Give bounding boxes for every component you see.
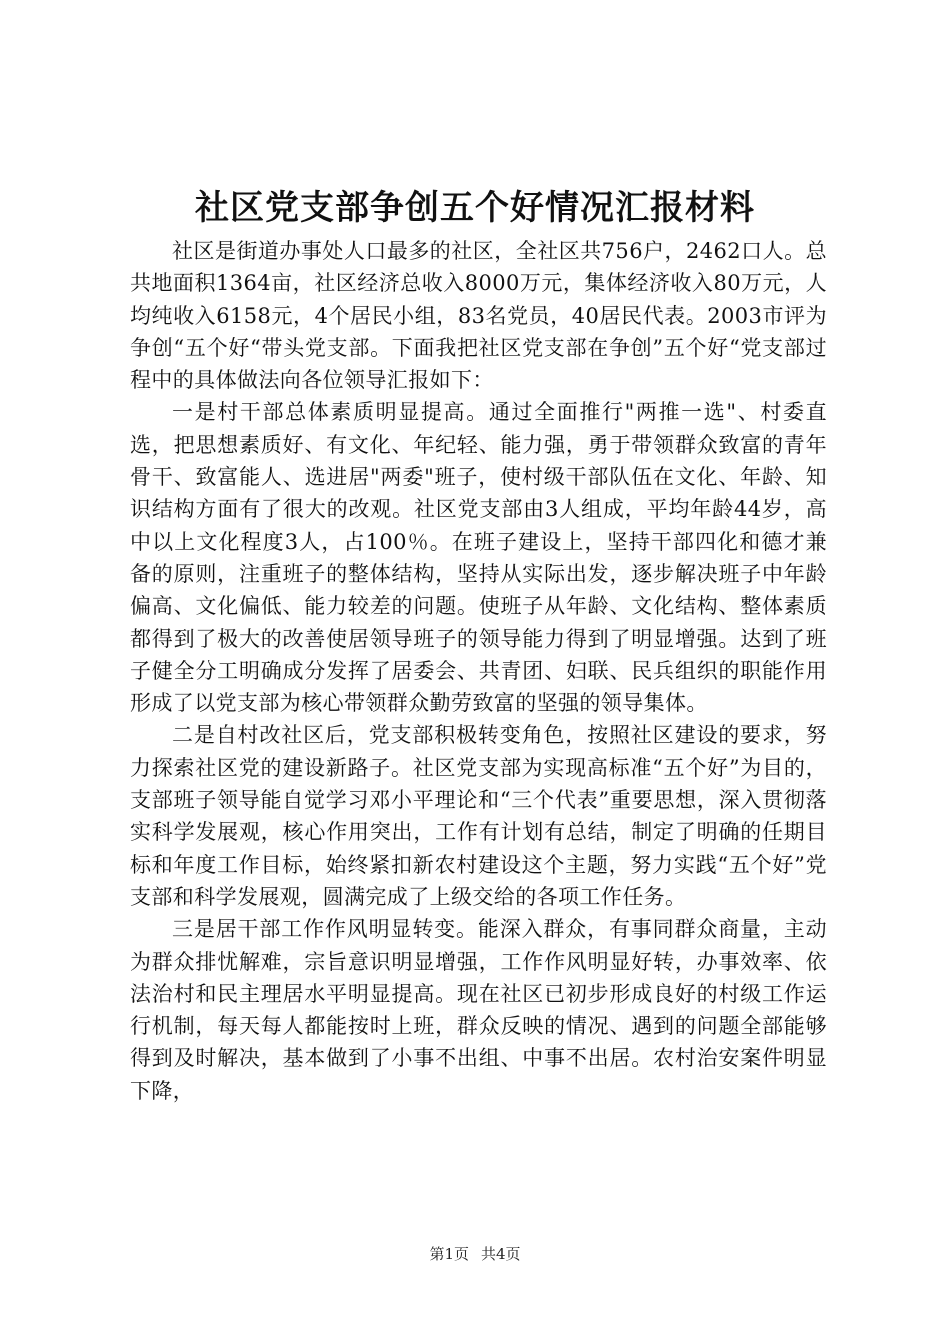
document-body (130, 235, 827, 1107)
body-paragraph-2: 一是村干部总体素质明显提高。通过全面推行"两推一选"、村委直选，把思想素质好、有文化、年纪轻、能力强，勇于带领群众致富的青年骨干、致富能人、选进居"两委"班子，使村级干部队伍在文化、年龄、知识结构方面有了很大的改观。社区党支部由3人组成，平均年龄44岁，高中以上文化程度3人，占100％。在班子建设上，坚持干部四化和德才兼备的原则，注重班子的整体结构，坚持从实际出发，逐步解决班子中年龄偏高、文化偏低、能力较差的问题。使班子从年龄、文化结构、整体素质都得到了极大的改善使居领导班子的领导能力得到了明显增强。达到了班子健全分工明确成分发挥了居委会、共青团、妇联、民兵组织的职能作用形成了以党支部为核心带领群众勤劳致富的坚强的领导集体。 (130, 400, 827, 716)
body-paragraph-4: 三是居干部工作作风明显转变。能深入群众，有事同群众商量，主动为群众排忧解难，宗旨意识明显增强，工作作风明显好转，办事效率、依法治村和民主理居水平明显提高。现在社区已初步形成良好的村级工作运行机制，每天每人都能按时上班，群众反映的情况、遇到的问题全部能够得到及时解决，基本做到了小事不出组、中事不出居。农村治安案件明显下降， (130, 917, 827, 1103)
body-paragraph-1: 社区是街道办事处人口最多的社区，全社区共756户，2462口人。总共地面积1364亩，社区经济总收入8000万元，集体经济收入80万元，人均纯收入6158元，4个居民小组，83名党员，40居民代表。2003市评为争创“五个好“带头党支部。下面我把社区党支部在争创”五个好“党支部过程中的具体做法向各位领导汇报如下： (130, 239, 827, 393)
document-title: 社区党支部争创五个好情况汇报材料 (195, 188, 755, 228)
body-paragraph-3: 二是自村改社区后，党支部积极转变角色，按照社区建设的要求，努力探索社区党的建设新路子。社区党支部为实现高标准“五个好”为目的，支部班子领导能自觉学习邓小平理论和“三个代表”重要思想，深入贯彻落实科学发展观，核心作用突出，工作有计划有总结，制定了明确的任期目标和年度工作目标，始终紧扣新农村建设这个主题，努力实践“五个好”党支部和科学发展观，圆满完成了上级交给的各项工作任务。 (130, 723, 827, 909)
page-footer (0, 1243, 950, 1265)
page-total: 共4页 (481, 1245, 521, 1263)
page-number: 第1页 (429, 1245, 469, 1263)
